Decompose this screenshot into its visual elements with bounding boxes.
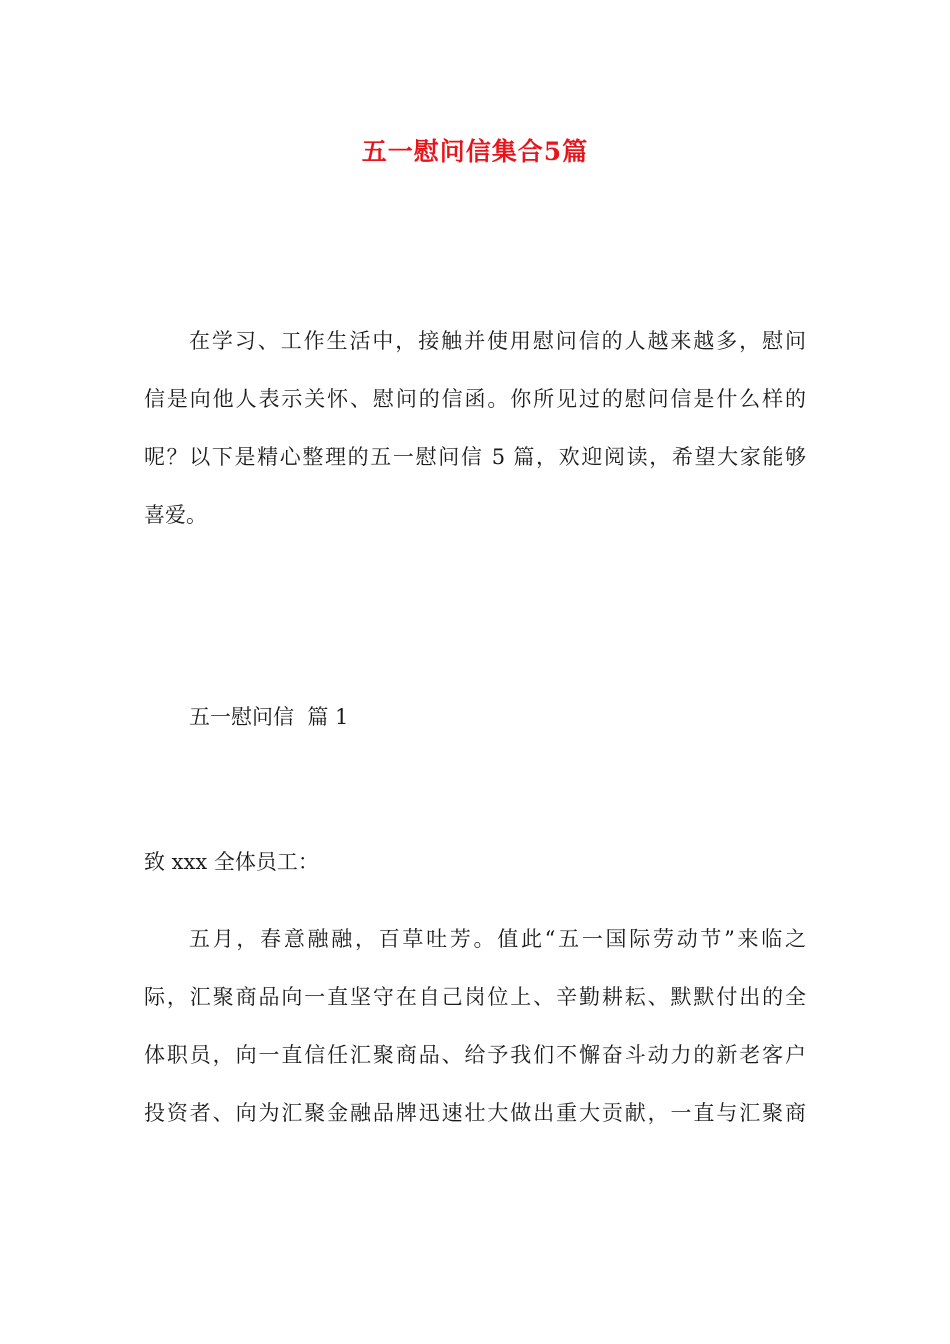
section-heading: 五一慰问信 篇 1 — [189, 705, 349, 729]
salutation: 致 xxx 全体员工： — [144, 850, 319, 874]
body-line: 体职员，向一直信任汇聚商品、给予我们不懈奋斗动力的新老客户 — [144, 1043, 806, 1067]
intro-line: 信是向他人表示关怀、慰问的信函。你所见过的慰问信是什么样的 — [144, 387, 806, 411]
intro-line: 在学习、工作生活中，接触并使用慰问信的人越来越多，慰问 — [189, 329, 806, 353]
body-line: 际，汇聚商品向一直坚守在自己岗位上、辛勤耕耘、默默付出的全 — [144, 985, 806, 1009]
intro-paragraph — [144, 312, 806, 544]
body-line: 投资者、向为汇聚金融品牌迅速壮大做出重大贡献，一直与汇聚商 — [144, 1101, 806, 1125]
intro-line: 呢？以下是精心整理的五一慰问信 5 篇，欢迎阅读，希望大家能够 — [144, 445, 806, 469]
intro-line: 喜爱。 — [144, 503, 207, 527]
body-paragraph — [144, 910, 806, 1142]
document-title: 五一慰问信集合5篇 — [361, 137, 589, 166]
body-line: 五月，春意融融，百草吐芳。值此“五一国际劳动节”来临之 — [189, 927, 806, 951]
